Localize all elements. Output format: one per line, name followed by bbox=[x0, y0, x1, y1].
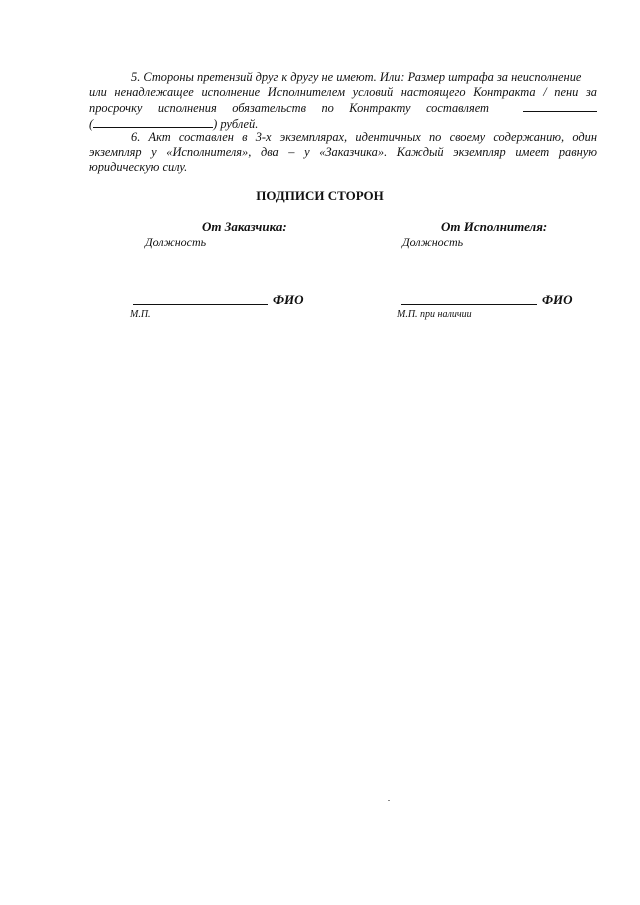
clause-6 bbox=[89, 130, 597, 175]
penalty-amount-blank bbox=[523, 100, 597, 112]
clause-6-line-1: 6. Акт составлен в 3-х экземплярах, идентичных по своему содержанию, один bbox=[131, 130, 597, 144]
contractor-position-label: Должность bbox=[402, 235, 464, 249]
amount-words-open-paren: ( bbox=[89, 117, 94, 131]
customer-title: От Заказчика: bbox=[202, 219, 287, 234]
clause-5-line-3-text: просрочку исполнения обязательств по Контракту составляет bbox=[89, 101, 489, 115]
signatures-heading: ПОДПИСИ СТОРОН bbox=[256, 188, 384, 203]
contractor-fio-label: ФИО bbox=[542, 292, 573, 307]
amount-words-close: ) рублей. bbox=[213, 117, 259, 131]
contractor-title: От Исполнителя: bbox=[441, 219, 548, 234]
scan-speck bbox=[388, 800, 390, 801]
contractor-signature-line bbox=[401, 304, 537, 305]
clause-5-line-1: 5. Стороны претензий друг к другу не имеют. Или: Размер штрафа за неисполнение bbox=[131, 70, 582, 84]
customer-signature-line bbox=[133, 304, 268, 305]
customer-seal-label: М.П. bbox=[130, 309, 151, 320]
amount-words-blank bbox=[93, 116, 213, 128]
contractor-seal-label: М.П. при наличии bbox=[397, 309, 472, 320]
customer-fio-label: ФИО bbox=[273, 292, 304, 307]
clause-6-line-2: экземпляр у «Исполнителя», два – у «Заказчика». Каждый экземпляр имеет равную bbox=[89, 145, 597, 159]
customer-position-label: Должность bbox=[145, 235, 207, 249]
clause-5 bbox=[89, 70, 597, 132]
clause-5-line-3 bbox=[89, 100, 597, 116]
clause-5-line-2: или ненадлежащее исполнение Исполнителем условий настоящего Контракта / пени за bbox=[89, 85, 597, 99]
clause-6-line-3: юридическую силу. bbox=[89, 160, 188, 174]
